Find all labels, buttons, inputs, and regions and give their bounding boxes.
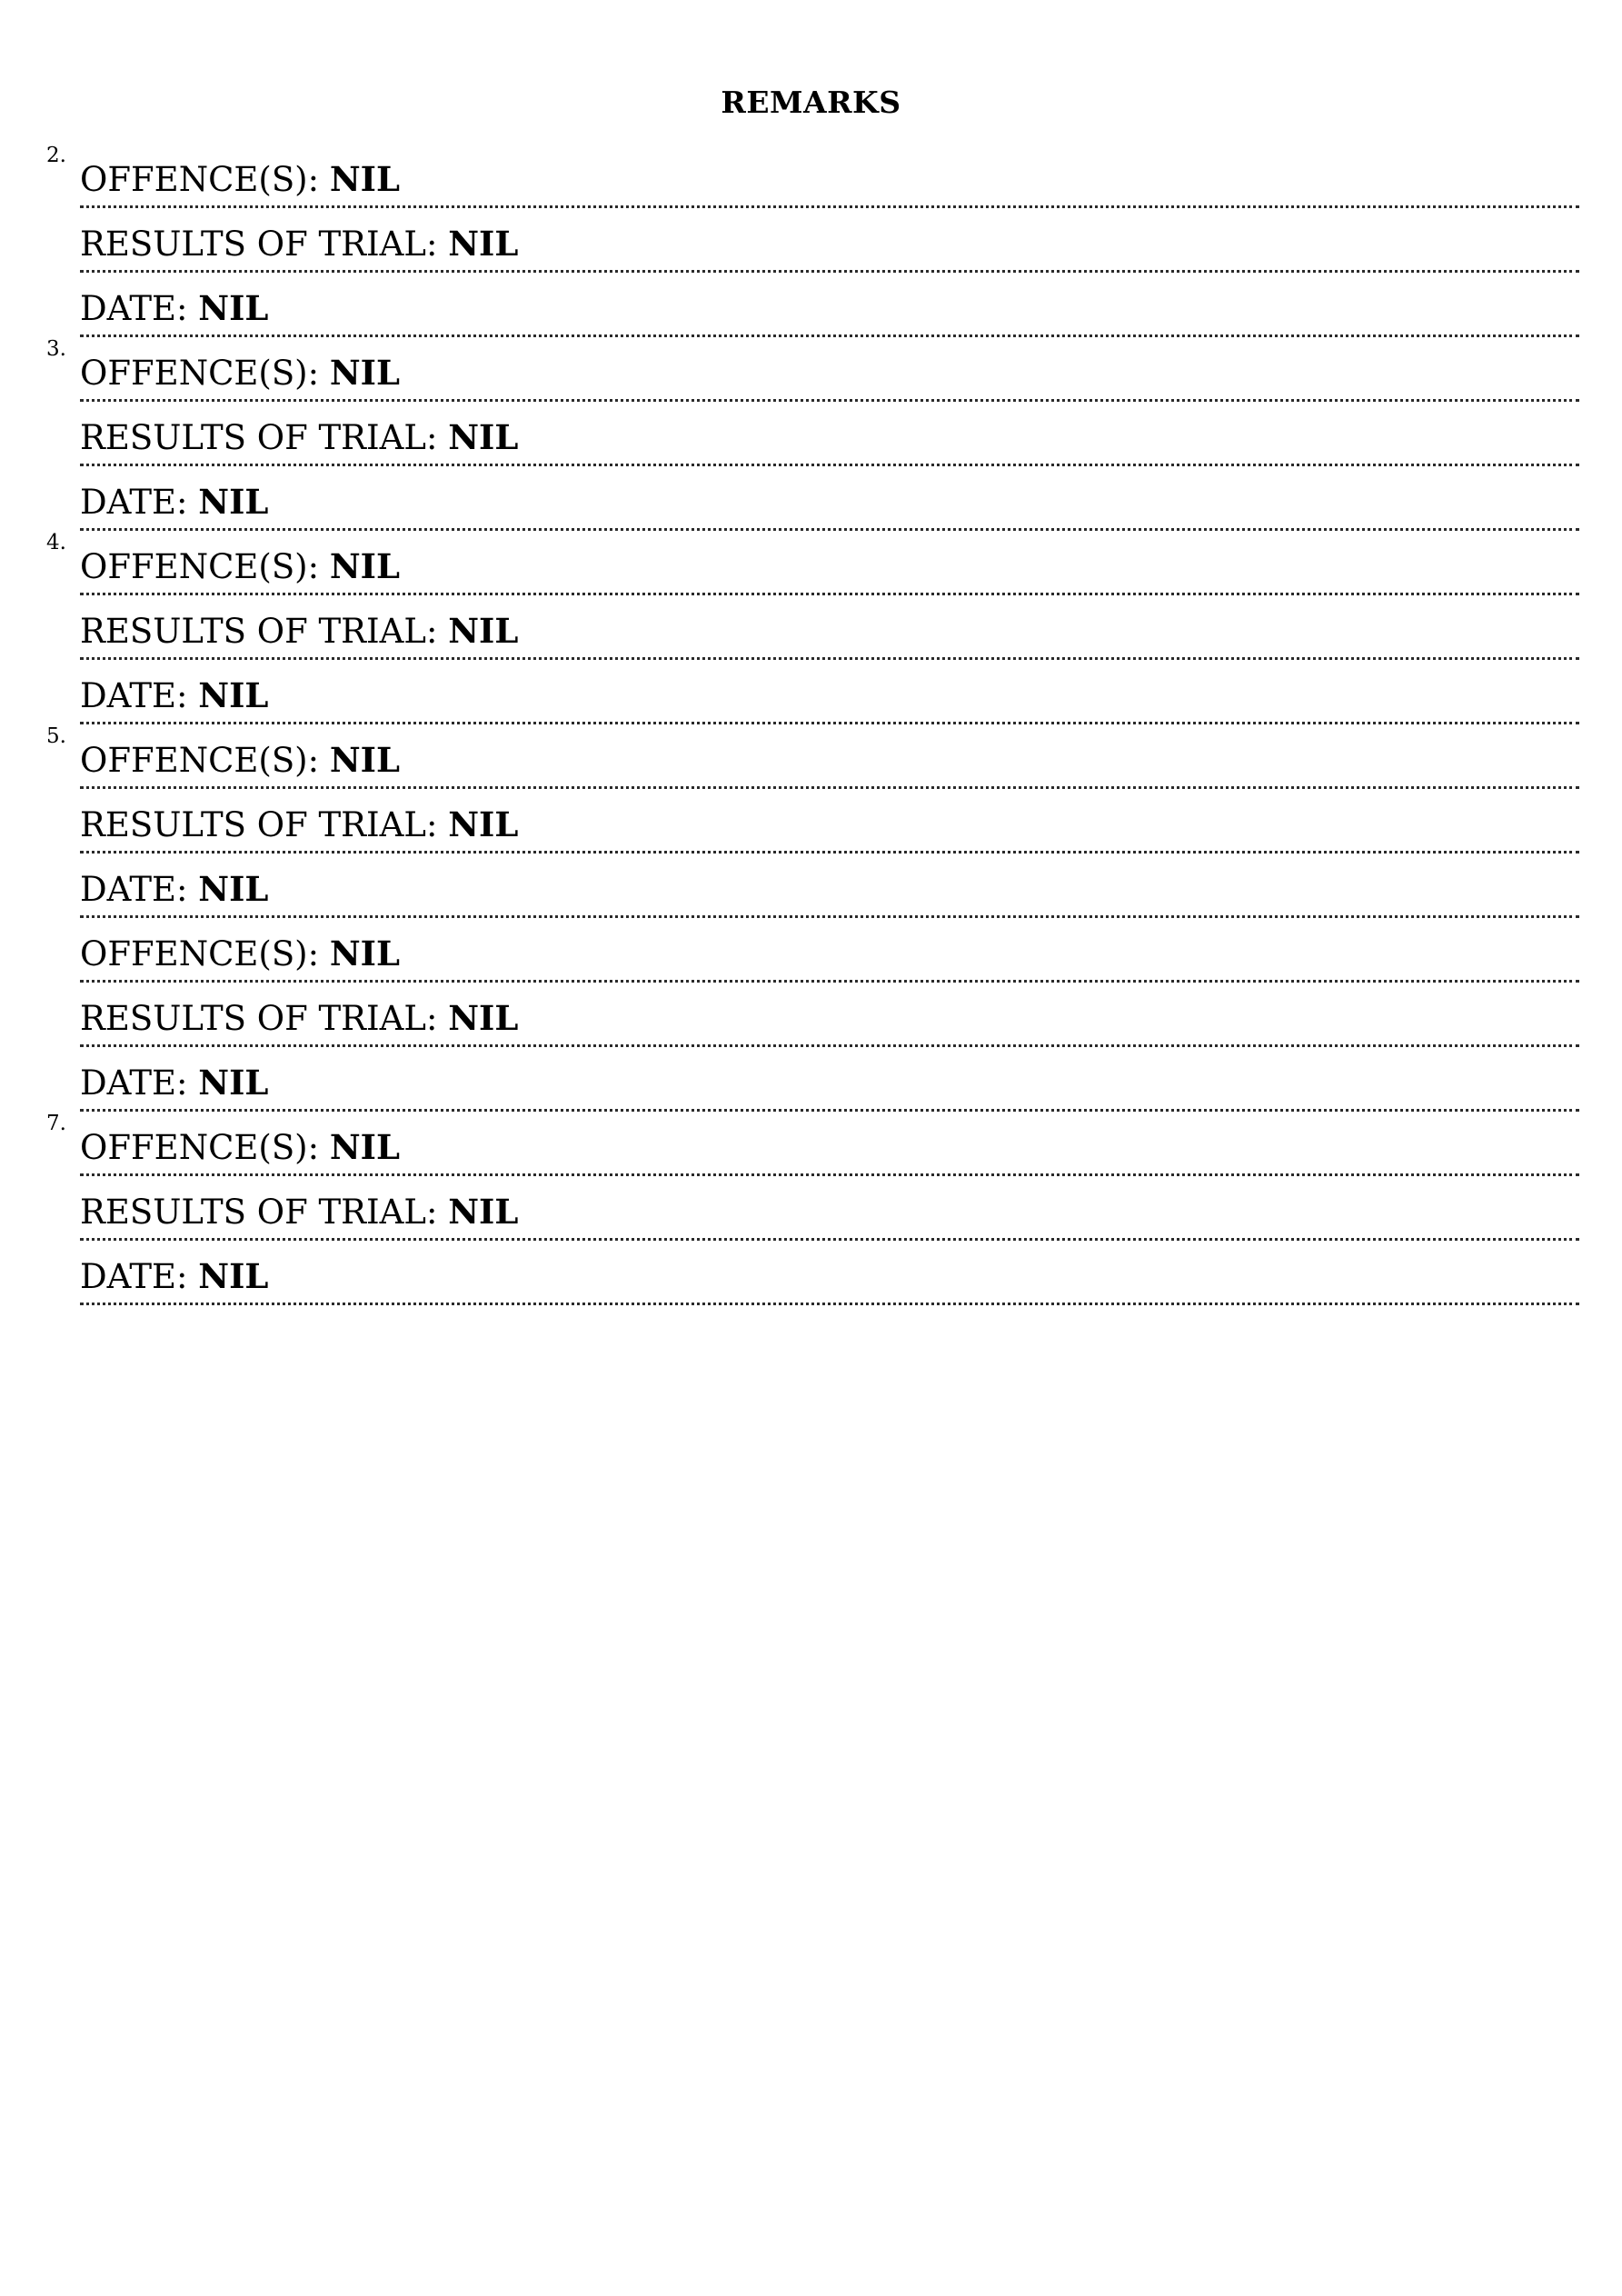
date-label: DATE: <box>80 1257 199 1296</box>
offence-value: NIL <box>329 1127 400 1167</box>
record-number: 2. <box>46 144 66 167</box>
results-of-trial-field <box>80 789 1579 854</box>
date-label: DATE: <box>80 289 199 328</box>
offence-field <box>80 337 1579 402</box>
record-number: 3. <box>46 337 66 361</box>
offence-label: OFFENCE(S): <box>80 354 330 393</box>
record-item <box>0 1112 1622 1305</box>
results-of-trial-value: NIL <box>448 417 519 457</box>
results-of-trial-field <box>80 1176 1579 1241</box>
offence-label: OFFENCE(S): <box>80 934 330 973</box>
results-of-trial-value: NIL <box>448 998 519 1038</box>
results-of-trial-label: RESULTS OF TRIAL: <box>80 805 449 844</box>
offence-label: OFFENCE(S): <box>80 547 330 586</box>
page-title: REMARKS <box>721 85 901 120</box>
record-number: 7. <box>46 1112 66 1135</box>
offence-label: OFFENCE(S): <box>80 160 330 199</box>
results-of-trial-field <box>80 208 1579 273</box>
date-field <box>80 1047 1579 1112</box>
records-list <box>0 144 1622 1305</box>
offence-value: NIL <box>329 159 400 199</box>
results-of-trial-value: NIL <box>448 611 519 651</box>
results-of-trial-field <box>80 983 1579 1047</box>
offence-field <box>80 1112 1579 1176</box>
results-of-trial-field <box>80 402 1579 466</box>
date-label: DATE: <box>80 483 199 522</box>
results-of-trial-label: RESULTS OF TRIAL: <box>80 1193 449 1232</box>
offence-label: OFFENCE(S): <box>80 1128 330 1167</box>
date-value: NIL <box>198 675 269 715</box>
record-item <box>0 724 1622 918</box>
offence-field <box>80 531 1579 595</box>
record-number: 4. <box>46 531 66 554</box>
date-field <box>80 1241 1579 1305</box>
results-of-trial-label: RESULTS OF TRIAL: <box>80 612 449 651</box>
date-label: DATE: <box>80 870 199 909</box>
record-item <box>0 531 1622 724</box>
results-of-trial-value: NIL <box>448 804 519 844</box>
date-value: NIL <box>198 1256 269 1296</box>
results-of-trial-value: NIL <box>448 1192 519 1232</box>
date-label: DATE: <box>80 676 199 715</box>
date-value: NIL <box>198 288 269 328</box>
record-number: 5. <box>46 724 66 748</box>
record-item <box>0 337 1622 531</box>
offence-field <box>80 918 1579 983</box>
date-field <box>80 273 1579 337</box>
results-of-trial-label: RESULTS OF TRIAL: <box>80 999 449 1038</box>
date-value: NIL <box>198 482 269 522</box>
date-label: DATE: <box>80 1063 199 1103</box>
date-field <box>80 854 1579 918</box>
offence-value: NIL <box>329 353 400 393</box>
record-item <box>0 144 1622 337</box>
offence-label: OFFENCE(S): <box>80 741 330 780</box>
results-of-trial-label: RESULTS OF TRIAL: <box>80 225 449 264</box>
offence-value: NIL <box>329 933 400 973</box>
date-field <box>80 466 1579 531</box>
record-item <box>0 918 1622 1112</box>
offence-field <box>80 144 1579 208</box>
date-value: NIL <box>198 1063 269 1103</box>
date-value: NIL <box>198 869 269 909</box>
offence-value: NIL <box>329 546 400 586</box>
offence-value: NIL <box>329 740 400 780</box>
results-of-trial-field <box>80 595 1579 660</box>
results-of-trial-label: RESULTS OF TRIAL: <box>80 418 449 457</box>
results-of-trial-value: NIL <box>448 224 519 264</box>
offence-field <box>80 724 1579 789</box>
date-field <box>80 660 1579 724</box>
